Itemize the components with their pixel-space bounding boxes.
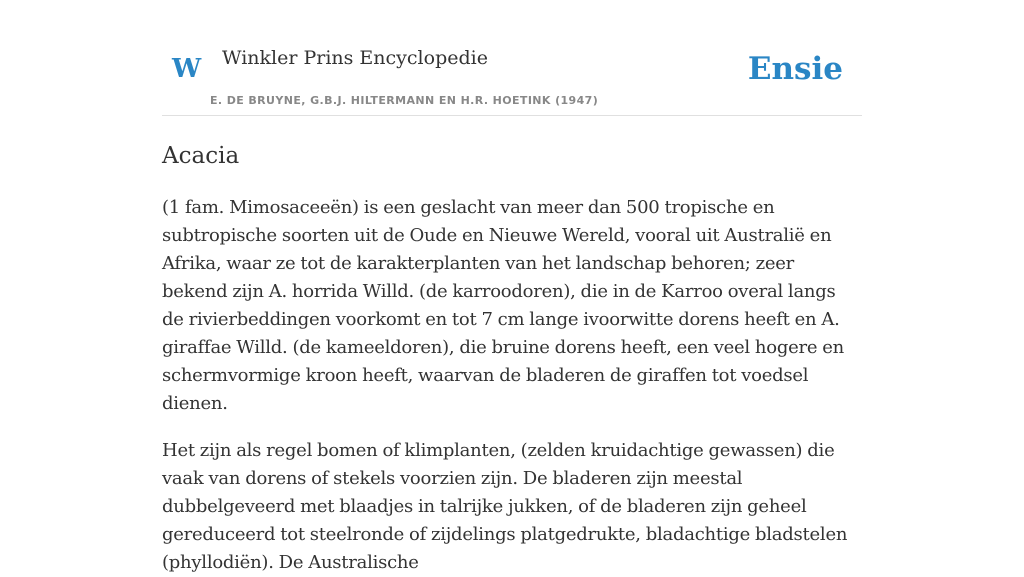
publication-authors: E. DE BRUYNE, G.B.J. HILTERMANN EN H.R. HOETINK (1947) bbox=[210, 94, 599, 107]
page-header bbox=[162, 0, 862, 116]
publication-title[interactable]: Winkler Prins Encyclopedie bbox=[222, 47, 488, 69]
ensie-logo-link[interactable]: Ensie bbox=[747, 51, 843, 87]
page-container bbox=[162, 0, 862, 577]
publication-logo[interactable]: W bbox=[172, 54, 202, 84]
article-title: Acacia bbox=[162, 143, 240, 169]
article-paragraph-2: Het zijn als regel bomen of klimplanten, (zelden kruidachtige gewassen) die vaak van dorens of stekels voorzien zijn. De bladeren zijn meestal dubbelgeveerd met blaadjes in talrijke jukken, of de bladeren zijn geheel gereduceerd tot steelronde of zijdelings platgedrukte, bladachtige bladstelen (phyllodiën). De Australische bbox=[162, 440, 848, 573]
article-paragraph-1: (1 fam. Mimosaceeën) is een geslacht van meer dan 500 tropische en subtropische soorten uit de Oude en Nieuwe Wereld, vooral uit Australië en Afrika, waar ze tot de karakterplanten van het landschap behoren; zeer bekend zijn A. horrida Willd. (de karroodoren), die in de Karroo overal langs de rivierbeddingen voorkomt en tot 7 cm lange ivoorwitte dorens heeft en A. giraffae Willd. (de kameeldoren), die bruine dorens heeft, een veel hogere en schermvormige kroon heeft, waarvan de bladeren de giraffen tot voedsel dienen. bbox=[162, 197, 844, 414]
